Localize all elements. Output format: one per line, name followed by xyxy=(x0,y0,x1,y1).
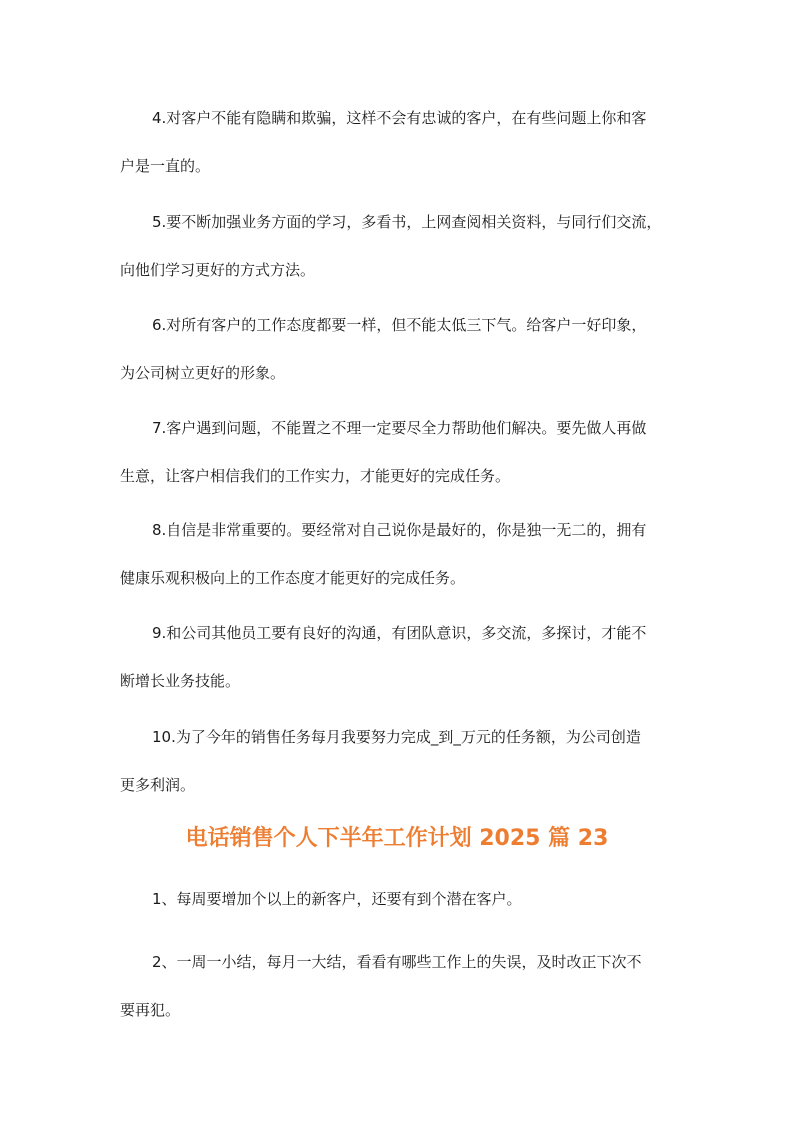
paragraph-line: 要再犯。 xyxy=(120,1001,181,1019)
section-paragraph-1 xyxy=(120,889,680,937)
paragraph-line: 为公司树立更好的形象。 xyxy=(120,364,286,382)
section-paragraph-2 xyxy=(120,952,680,1048)
paragraph-5 xyxy=(120,212,680,308)
paragraph-7 xyxy=(120,418,680,514)
paragraph-8 xyxy=(120,520,680,616)
paragraph-9 xyxy=(120,623,680,719)
paragraph-line: 8.自信是非常重要的。要经常对自己说你是最好的，你是独一无二的，拥有 xyxy=(152,521,647,539)
paragraph-line: 2、一周一小结，每月一大结，看看有哪些工作上的失误，及时改正下次不 xyxy=(152,953,642,971)
paragraph-line: 生意，让客户相信我们的工作实力，才能更好的完成任务。 xyxy=(120,467,511,485)
paragraph-line: 10.为了今年的销售任务每月我要努力完成_到_万元的任务额，为公司创造 xyxy=(152,728,641,746)
paragraph-line: 6.对所有客户的工作态度都要一样，但不能太低三下气。给客户一好印象， xyxy=(152,316,647,334)
paragraph-line: 1、每周要增加个以上的新客户，还要有到个潜在客户。 xyxy=(152,890,522,908)
paragraph-line: 7.客户遇到问题，不能置之不理一定要尽全力帮助他们解决。要先做人再做 xyxy=(152,419,647,437)
paragraph-line: 户是一直的。 xyxy=(120,157,211,175)
paragraph-line: 向他们学习更好的方式方法。 xyxy=(120,261,316,279)
paragraph-line: 更多利润。 xyxy=(120,776,196,794)
paragraph-6 xyxy=(120,315,680,411)
paragraph-10 xyxy=(120,727,680,823)
paragraph-line: 9.和公司其他员工要有良好的沟通，有团队意识，多交流，多探讨，才能不 xyxy=(152,624,647,642)
section-heading: 电话销售个人下半年工作计划 2025 篇 23 xyxy=(185,826,609,851)
paragraph-line: 4.对客户不能有隐瞒和欺骗，这样不会有忠诚的客户，在有些问题上你和客 xyxy=(152,109,647,127)
paragraph-4 xyxy=(120,108,680,204)
paragraph-line: 断增长业务技能。 xyxy=(120,672,241,690)
paragraph-line: 5.要不断加强业务方面的学习，多看书，上网查阅相关资料，与同行们交流， xyxy=(152,213,662,231)
paragraph-line: 健康乐观积极向上的工作态度才能更好的完成任务。 xyxy=(120,569,466,587)
